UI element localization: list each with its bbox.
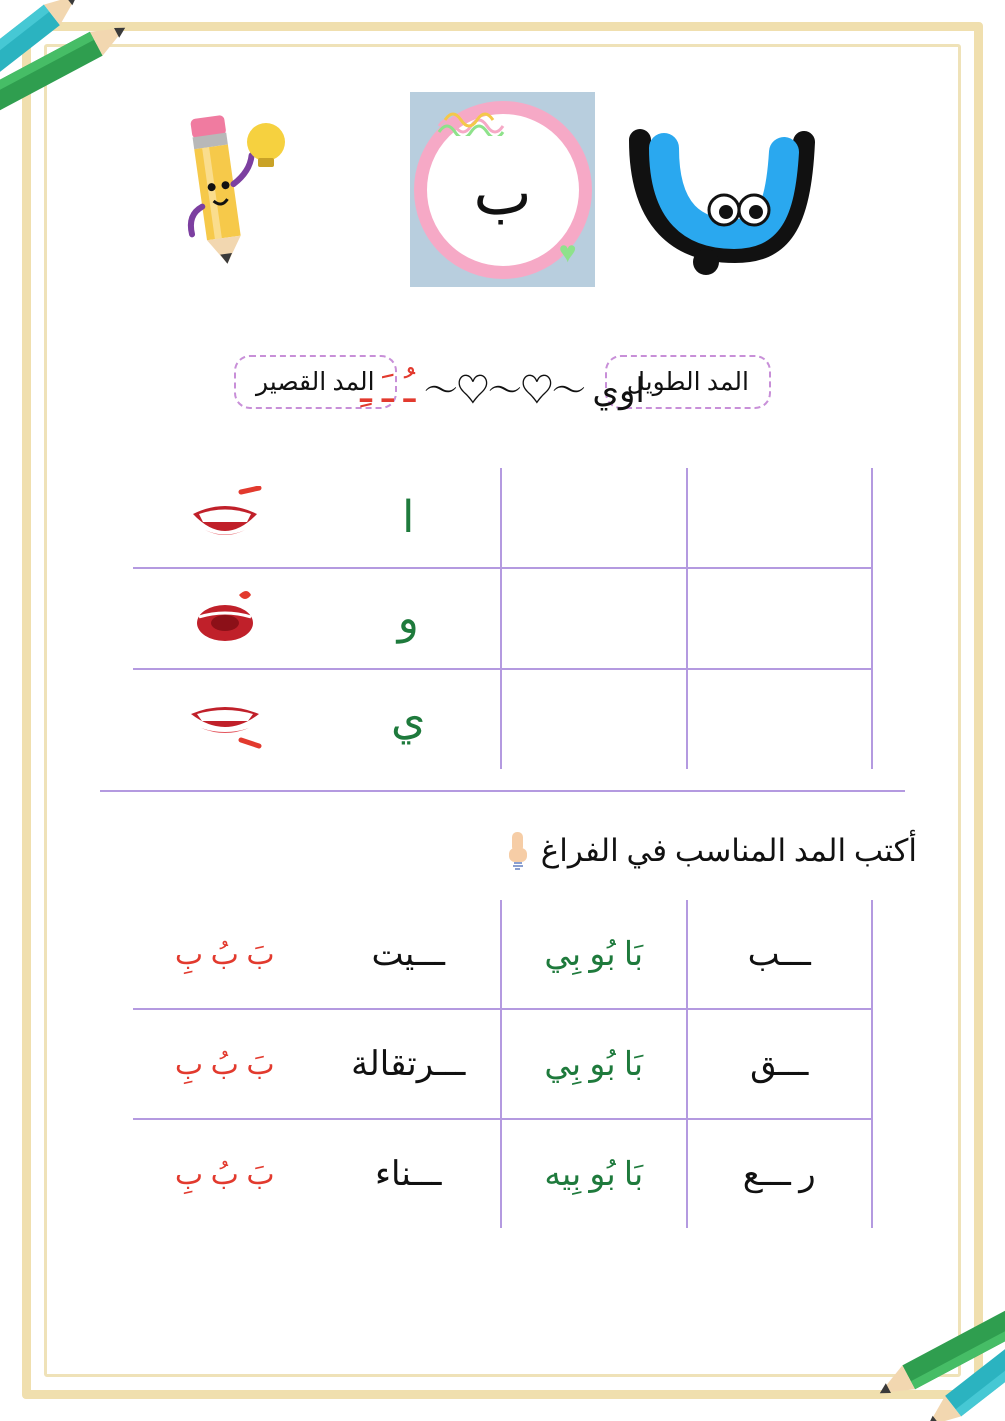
table-row	[133, 468, 873, 567]
pointing-hand-icon	[503, 830, 533, 872]
madd-options-cell: بَا بُو بِي	[502, 1010, 688, 1118]
writing-blank-cell[interactable]	[502, 670, 688, 769]
syllables-cell: بَ بُ بِ	[174, 1047, 275, 1081]
mouth-rounded-icon	[183, 587, 267, 651]
writing-blank-cell-2[interactable]	[688, 670, 874, 769]
header-row	[70, 72, 935, 302]
pencil-character-icon	[170, 94, 290, 284]
word-blank-cell[interactable]: ـــناء	[317, 1120, 503, 1228]
writing-blank-cell[interactable]	[502, 468, 688, 567]
table-row	[133, 900, 873, 1008]
exercise-grid	[133, 900, 873, 1225]
syllables-cell: بَ بُ بِ	[174, 937, 275, 971]
letter-cell	[317, 670, 503, 769]
writing-blank-cell[interactable]	[502, 569, 688, 668]
writing-blank-cell-2[interactable]	[688, 468, 874, 567]
letter-cell	[317, 468, 503, 567]
vowel-mouth-grid	[133, 468, 873, 765]
madd-harakat: ـُ ـَ ـِ	[360, 366, 416, 411]
syllables-cell: بَ بُ بِ	[174, 1157, 275, 1191]
writing-blank-cell-2[interactable]	[688, 569, 874, 668]
table-row	[133, 1008, 873, 1118]
letter-blank-cell[interactable]: ر ـــع	[688, 1120, 874, 1228]
madd-letters: اوي	[592, 373, 645, 410]
letter-blank-cell[interactable]: ـــب	[688, 900, 874, 1008]
section-divider	[100, 790, 905, 792]
heart-icon: ♥	[558, 235, 577, 269]
madd-long-label: المد الطويل	[605, 355, 771, 409]
wave-decoration-icon: 〜♡〜♡〜	[423, 373, 584, 410]
mouth-cell	[133, 670, 317, 769]
letter-blank-cell[interactable]: ـــق	[688, 1010, 874, 1118]
madd-short-label: المد القصير	[234, 355, 397, 409]
vowel-letter: ا	[402, 493, 415, 542]
madd-options-cell: بَا بُو بِيه	[502, 1120, 688, 1228]
mouth-open-wide-icon	[183, 486, 267, 550]
madd-labels-row	[0, 345, 1005, 435]
instruction-text: أكتب المد المناسب في الفراغ	[540, 833, 917, 868]
mouth-smile-icon	[183, 688, 267, 752]
vowel-letter: و	[397, 594, 419, 643]
letter-mascot-icon	[620, 102, 830, 277]
letter-cell	[317, 569, 503, 668]
pencils-decoration-bottom-right	[836, 1291, 1005, 1421]
table-row	[133, 668, 873, 769]
squiggle-decoration-icon	[435, 110, 515, 141]
mouth-cell	[133, 468, 317, 567]
table-row	[133, 1118, 873, 1228]
madd-letters-row	[0, 363, 1005, 412]
letter-card	[410, 92, 595, 287]
vowel-letter: ي	[391, 695, 426, 744]
word-blank-cell[interactable]: ـــيت	[317, 900, 503, 1008]
letter-circle	[414, 101, 592, 279]
letter-glyph: ب	[473, 159, 532, 228]
instruction-line	[503, 830, 917, 872]
word-blank-cell[interactable]: ـــرتقالة	[317, 1010, 503, 1118]
mouth-cell	[133, 569, 317, 668]
table-row	[133, 567, 873, 668]
madd-options-cell: بَا بُو بِي	[502, 900, 688, 1008]
